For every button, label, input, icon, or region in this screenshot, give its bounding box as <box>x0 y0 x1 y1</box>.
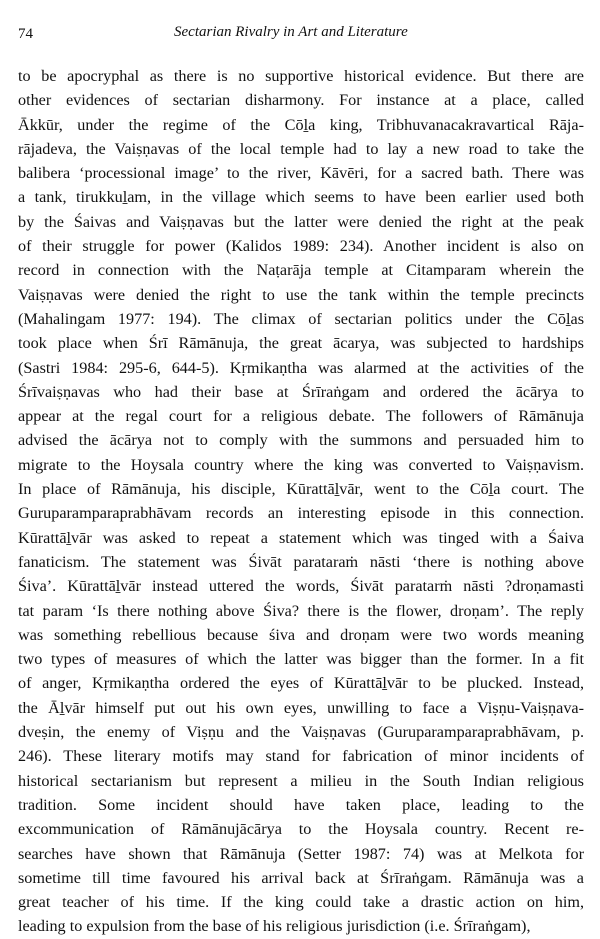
text-line: sometime till time favoured his arrival back at Śrīraṅgam. Rāmānuja was a <box>18 868 584 887</box>
page-number: 74 <box>18 26 33 42</box>
text-line: was something rebellious because śiva and droṇam were two words meaning <box>18 625 584 644</box>
text-line: leading to expulsion from the base of his religious jurisdiction (i.e. Śrīraṅgam), <box>18 917 531 936</box>
text-line: Ākkūr, under the regime of the Cōḻa king, Tribhuvanacakravartical Rāja- <box>18 115 584 134</box>
text-line: excommunication of Rāmānujācārya to the Hoysala country. Recent re- <box>18 820 584 839</box>
text-line: historical sectarianism but represent a milieu in the South Indian religious <box>18 771 584 790</box>
text-line: Vaiṣṇavas were denied the right to use the tank within the temple precincts <box>18 285 584 304</box>
text-line: Guruparamparaprabhāvam records an interesting episode in this connection. <box>18 504 584 523</box>
text-line: of their struggle for power (Kalidos 1989: 234). Another incident is also on <box>18 237 584 256</box>
text-line: 246). These literary motifs may stand for fabrication of minor incidents of <box>18 747 584 766</box>
body-text <box>18 64 584 939</box>
text-line: tat param ‘Is there nothing above Śiva? there is the flower, droṇam’. The reply <box>18 601 584 620</box>
text-line: searches have shown that Rāmānuja (Setter 1987: 74) was at Melkota for <box>18 844 584 863</box>
text-line: of anger, Kṛmikaṇtha ordered the eyes of Kūrattāḻvār to be plucked. Instead, <box>18 674 584 693</box>
text-line: appear at the regal court for a religious debate. The followers of Rāmānuja <box>18 407 584 426</box>
text-line: the Āḻvār himself put out his own eyes, unwilling to face a Viṣṇu-Vaiṣṇava- <box>18 698 584 717</box>
text-line: balibera ‘processional image’ to the river, Kāvēri, for a sacred bath. There was <box>18 164 584 183</box>
text-line: rājadeva, the Vaiṣṇavas of the local temple had to lay a new road to take the <box>18 139 584 158</box>
text-line: two types of measures of which the latter was bigger than the former. In a fit <box>18 650 584 669</box>
text-line: Śiva’. Kūrattāḻvār instead uttered the words, Śivāt paratarṁ nāsti ?droṇamasti <box>18 577 584 596</box>
text-line: by the Śaivas and Vaiṣṇavas but the latter were denied the right at the peak <box>18 212 584 231</box>
text-line: tradition. Some incident should have taken place, leading to the <box>18 795 584 814</box>
text-line: other evidences of sectarian disharmony. For instance at a place, called <box>18 91 584 110</box>
text-line: In place of Rāmānuja, his disciple, Kūrattāḻvār, went to the Cōḻa court. The <box>18 480 584 499</box>
running-title: Sectarian Rivalry in Art and Literature <box>174 24 408 40</box>
text-line: advised the ācārya not to comply with the summons and persuaded him to <box>18 431 584 450</box>
text-line: record in connection with the Naṭarāja temple at Citamparam wherein the <box>18 261 584 280</box>
text-line: a tank, tirukkuḻam, in the village which seems to have been earlier used both <box>18 188 584 207</box>
text-line: (Mahalingam 1977: 194). The climax of sectarian politics under the Cōḻas <box>18 309 584 328</box>
text-line: Kūrattāḻvār was asked to repeat a statement which was tinged with a Śaiva <box>18 528 584 547</box>
text-line: great teacher of his time. If the king could take a drastic action on him, <box>18 893 584 912</box>
text-line: to be apocryphal as there is no supportive historical evidence. But there are <box>18 67 584 85</box>
text-line: fanaticism. The statement was Śivāt parataraṁ nāsti ‘there is nothing above <box>18 552 584 571</box>
text-line: took place when Śrī Rāmānuja, the great ācarya, was subjected to hardships <box>18 334 584 353</box>
text-line: (Sastri 1984: 295-6, 644-5). Kṛmikaṇtha was alarmed at the activities of the <box>18 358 584 377</box>
text-line: dveṣin, the enemy of Viṣṇu and the Vaiṣṇavas (Guruparamparaprabhāvam, p. <box>18 723 584 742</box>
text-line: migrate to the Hoysala country where the king was converted to Vaiṣṇavism. <box>18 455 584 474</box>
text-line: Śrīvaiṣṇavas who had their base at Śrīraṅgam and ordered the ācārya to <box>18 382 584 401</box>
